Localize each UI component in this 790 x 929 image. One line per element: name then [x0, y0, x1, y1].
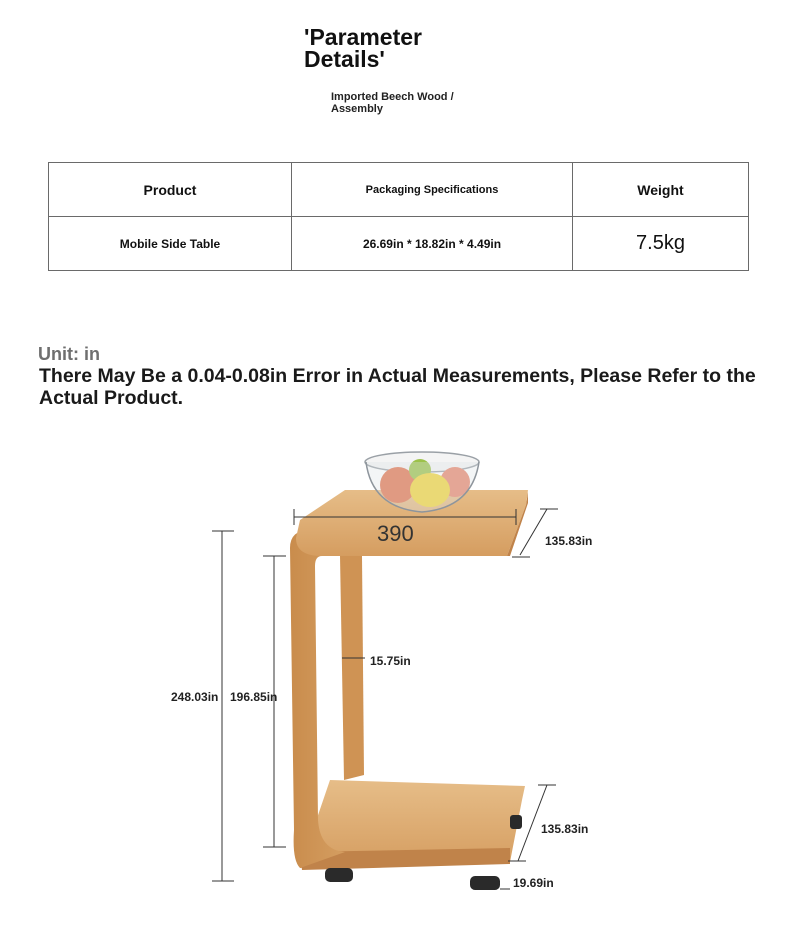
unit-label: Unit: in — [38, 344, 100, 364]
header-product: Product — [49, 163, 292, 217]
wheel-front-left — [325, 868, 353, 882]
wheel-front-right — [470, 876, 500, 890]
dim-inner-gap: 15.75in — [370, 654, 411, 668]
measurement-note: There May Be a 0.04-0.08in Error in Actual Measurements, Please Refer to the Actual Product. — [39, 365, 756, 409]
material-subtitle: Imported Beech Wood / Assembly — [331, 91, 454, 115]
dim-wheel-height: 19.69in — [513, 876, 554, 890]
table-header-row — [49, 163, 749, 217]
dim-inner-height: 196.85in — [230, 690, 278, 704]
table-row — [49, 217, 749, 271]
wheel-back — [510, 815, 522, 829]
header-weight: Weight — [573, 163, 749, 217]
dim-top-width: 390 — [377, 521, 414, 546]
side-table-illustration — [0, 440, 790, 929]
cell-weight: 7.5kg — [573, 217, 749, 271]
header-packaging: Packaging Specifications — [292, 163, 573, 217]
dim-top-depth: 135.83in — [545, 534, 593, 548]
page-title: 'Parameter Details' — [304, 24, 422, 72]
cell-product-name: Mobile Side Table — [49, 217, 292, 271]
dim-total-height: 248.03in — [171, 690, 219, 704]
spec-table — [48, 162, 749, 271]
dim-base-depth: 135.83in — [541, 822, 589, 836]
cell-packaging-size: 26.69in * 18.82in * 4.49in — [292, 217, 573, 271]
back-leg — [340, 556, 364, 780]
